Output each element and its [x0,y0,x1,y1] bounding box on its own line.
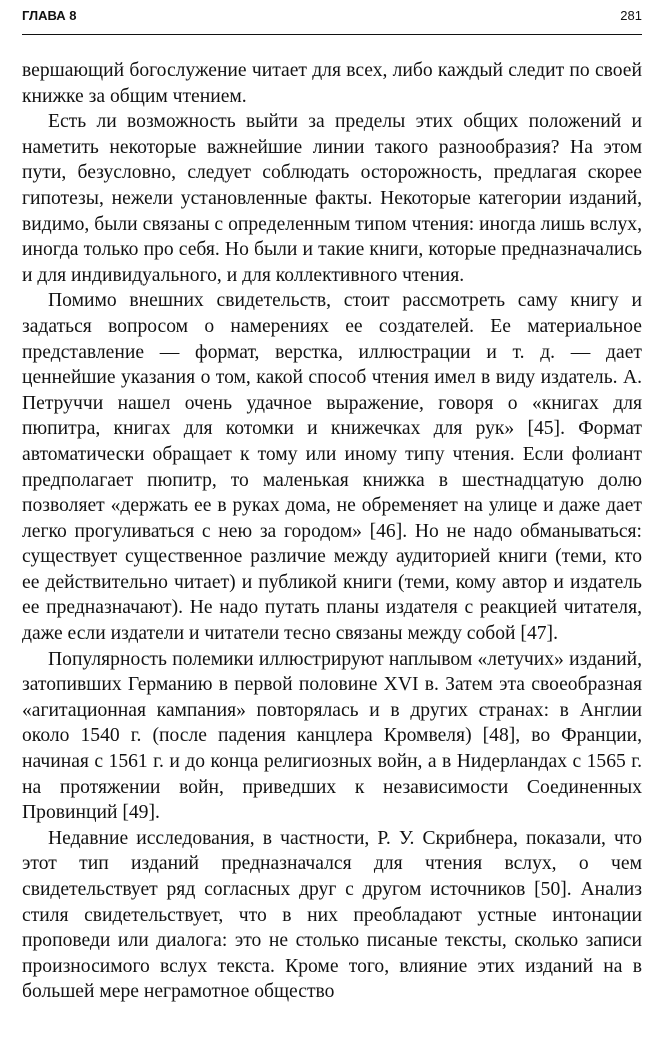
paragraph-continuation: вершающий богослужение читает для всех, либо каждый следит по своей книжке за общим чтением. [22,60,642,107]
chapter-title: ГЛАВА 8 [22,8,77,23]
page-number: 281 [620,8,642,23]
paragraph: Недавние исследования, в частности, Р. У. Скрибнера, показали, что этот тип изданий предназначался для чтения вслух, о чем свидетельствует ряд согласных друг с другом источников [50]. Анализ стиля свидетельствует, что в них преобладают устные интонации проповеди или диалога: это не столько писаные тексты, сколько записи произносимого вслух текста. Кроме того, влияние этих изданий на в большей мере неграмотное общество [22,827,642,1003]
paragraph: Популярность полемики иллюстрируют наплывом «летучих» изданий, затопивших Германию в первой половине XVI в. Затем эта своеобразная «агитационная кампания» повторялась и в других странах: в Англии около 1540 г. (после падения канцлера Кромвеля) [48], во Франции, начиная с 1561 г. и до конца религиозных войн, а в Нидерландах с 1565 г. на протяжении войн, приведших к независимости Соединенных Провинций [49]. [22,648,642,824]
running-head [22,8,642,35]
paragraph: Есть ли возможность выйти за пределы этих общих положений и наметить некоторые важнейшие линии такого разнообразия? На этом пути, безусловно, следует соблюдать осторожность, предлагая скорее гипотезы, нежели установленные факты. Некоторые категории изданий, видимо, были связаны с определенным типом чтения: иногда лишь вслух, иногда только про себя. Но были и такие книги, которые предназначались и для индивидуального, и для коллективного чтения. [22,111,642,286]
body-text [22,58,642,1005]
paragraph: Помимо внешних свидетельств, стоит рассмотреть саму книгу и задаться вопросом о намерениях ее создателей. Ее материальное представление — формат, верстка, иллюстрации и т. д. — дает ценнейшие указания о том, какой способ чтения имел в виду издатель. А. Петруччи нашел очень удачное выражение, говоря о «книгах для пюпитра, книгах для котомки и книжечках для рук» [45]. Формат автоматически обращает к тому или иному типу чтения. Если фолиант предполагает пюпитр, то маленькая книжка в шестнадцатую долю позволяет «держать ее в руках дома, не обременяет на улице и даже дает легко прогуливаться с нею за городом» [46]. Но не надо обманываться: существует существенное различие между аудиторией книги (теми, кто ее действительно читает) и публикой книги (теми, кому автор и издатель ее предназначают). Не надо путать планы издателя с реакцией читателя, даже если издатели и читатели тесно связаны между собой [47]. [22,290,642,645]
